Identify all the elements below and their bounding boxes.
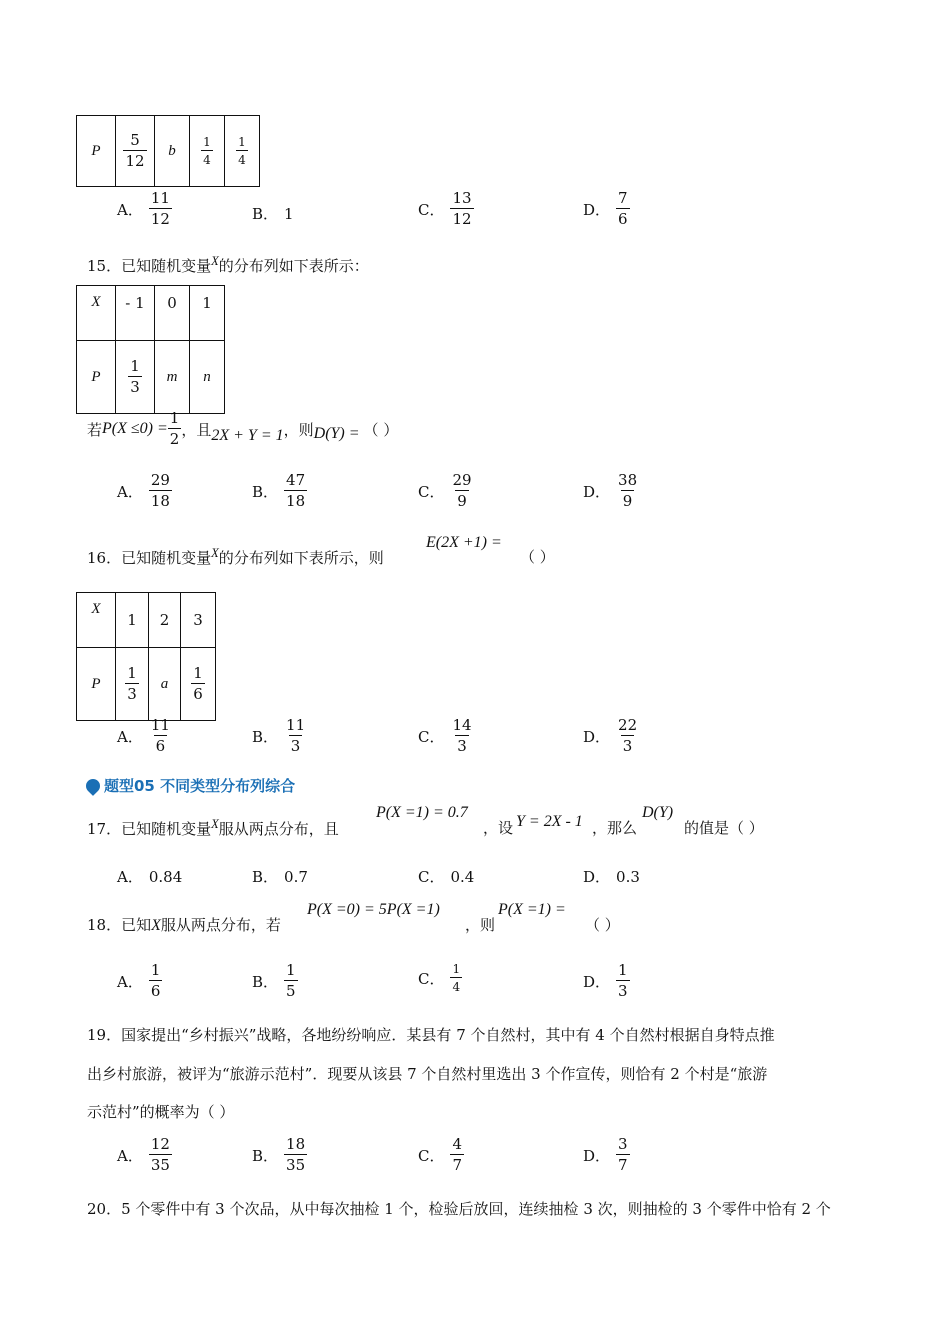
table-cell: X [77,593,116,648]
table-cell: $\frac{1}{3}$ [116,341,155,414]
q17-option-d[interactable]: D． 0.3 [583,867,640,886]
q19-option-a[interactable]: A． $\frac{12}{35}$ [117,1135,170,1174]
q16-option-a[interactable]: A． $\frac{11}{6}$ [117,716,170,755]
q18-option-b[interactable]: B． $\frac{1}{5}$ [252,961,296,1000]
q16-stem: 16．已知随机变量$^X$的分布列如下表所示，则 [87,546,384,567]
q18-stem: 18．已知X服从两点分布，若 [87,916,281,934]
q17-stem: 17．已知随机变量$^X$服从两点分布，且 [87,817,339,838]
q18-ask: P(X =1) = [498,901,566,918]
q19-option-d[interactable]: D． $\frac{3}{7}$ [583,1135,628,1174]
table-cell: 3 [181,593,216,648]
table-cell: 0 [155,286,190,341]
q18-paren: （ ） [585,916,620,934]
q17-option-a[interactable]: A． 0.84 [117,867,183,886]
q19-line-1: 19．国家提出“乡村振兴”战略，各地纷纷响应．某县有 7 个自然村，其中有 4 个自然村根据自身特点推 [87,1026,775,1044]
q16-option-d[interactable]: D． $\frac{22}{3}$ [583,716,638,755]
table-cell: P [77,116,116,187]
q14-option-a[interactable]: A． $\frac{11}{12}$ [117,189,170,228]
table-cell: n [190,341,225,414]
q17-probability: P(X =1) = 0.7 [376,804,468,821]
q15-condition: 若 P(X ≤0) = $\frac{1}{2}$ ，且 2X + Y = 1 ，则 D(Y) = （ ） [87,409,399,448]
location-pin-icon [83,776,103,796]
q17-option-b[interactable]: B． 0.7 [252,867,308,886]
q17-variance: D(Y) [642,804,674,821]
q15-option-a[interactable]: A． $\frac{29}{18}$ [117,471,170,510]
table-cell: a [149,648,181,721]
q14-option-b[interactable]: B． 1 [252,204,294,223]
q19-option-c[interactable]: C． $\frac{4}{7}$ [418,1135,463,1174]
q17-option-c[interactable]: C． 0.4 [418,867,475,886]
table-cell: X [77,286,116,341]
table-cell: $\frac{5}{12}$ [116,116,155,187]
q17-then: ，那么 [592,819,638,837]
q18-option-a[interactable]: A． $\frac{1}{6}$ [117,961,161,1000]
table-cell: $\frac{1}{6}$ [181,648,216,721]
table-cell: $\frac{1}{4}$ [190,116,225,187]
q16-expression: E(2X +1) = [426,534,502,551]
q15-option-d[interactable]: D． $\frac{38}{9}$ [583,471,638,510]
q17-set: ，设 [483,819,514,837]
table-cell: $\frac{1}{4}$ [225,116,260,187]
q18-option-d[interactable]: D． $\frac{1}{3}$ [583,961,628,1000]
q16-option-b[interactable]: B． $\frac{11}{3}$ [252,716,306,755]
q18-then: ，则 [465,916,496,934]
q18-condition: P(X =0) = 5P(X =1) [307,901,440,918]
table-cell: P [77,648,116,721]
q14-option-c[interactable]: C． $\frac{13}{12}$ [418,189,472,228]
table-cell: b [155,116,190,187]
q16-option-c[interactable]: C． $\frac{14}{3}$ [418,716,472,755]
q16-paren: （ ） [520,548,555,566]
q19-line-3: 示范村”的概率为（ ） [87,1103,235,1121]
q15-stem: 15．已知随机变量$^X$的分布列如下表所示： [87,254,369,275]
section-heading: 题型05 不同类型分布列综合 [86,775,295,796]
table-cell: $\frac{1}{3}$ [116,648,149,721]
table-cell: P [77,341,116,414]
q14-option-d[interactable]: D． $\frac{7}{6}$ [583,189,628,228]
q19-line-2: 出乡村旅游，被评为“旅游示范村”．现要从该县 7 个自然村里选出 3 个作宣传，则恰有 2 个村是“旅游 [87,1065,768,1083]
table-cell: m [155,341,190,414]
q14-distribution-table [76,115,260,187]
table-cell: - 1 [116,286,155,341]
q15-option-c[interactable]: C． $\frac{29}{9}$ [418,471,472,510]
table-cell: 2 [149,593,181,648]
q19-option-b[interactable]: B． $\frac{18}{35}$ [252,1135,306,1174]
q15-distribution-table [76,285,225,414]
q20-line-1: 20．5 个零件中有 3 个次品，从中每次抽检 1 个，检验后放回，连续抽检 3 次，则抽检的 3 个零件中恰有 2 个 [87,1200,831,1218]
q16-distribution-table [76,592,216,721]
q17-end: 的值是（ ） [684,819,764,837]
q18-option-c[interactable]: C． $\frac{1}{4}$ [418,962,461,994]
q15-option-b[interactable]: B． $\frac{47}{18}$ [252,471,306,510]
table-cell: 1 [190,286,225,341]
q17-y-expression: Y = 2X - 1 [516,813,583,830]
table-cell: 1 [116,593,149,648]
